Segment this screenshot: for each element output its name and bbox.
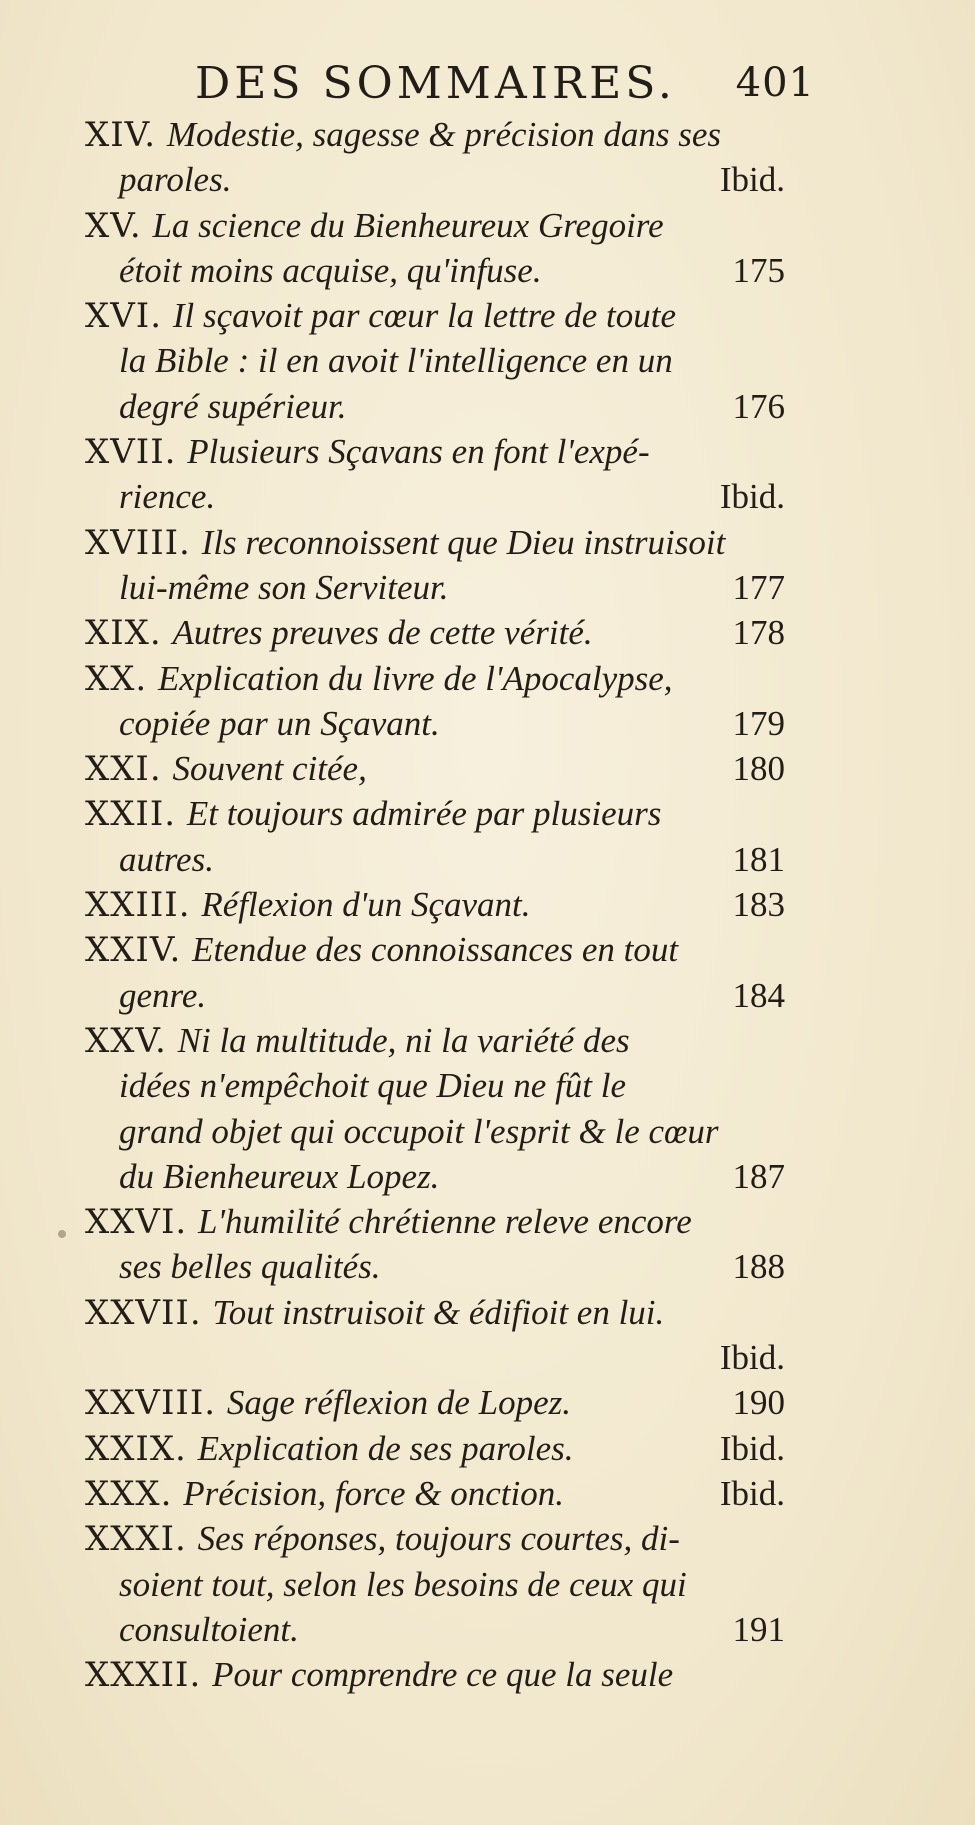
entry-text: Il sçavoit par cœur la lettre de toute	[172, 296, 677, 336]
summary-continuation-line	[85, 474, 785, 519]
page-number: 401	[735, 60, 815, 106]
entry-text: Et toujours admirée par plusieurs	[186, 794, 662, 834]
entry-page-ref: 176	[732, 386, 785, 426]
summary-continuation-line	[85, 1244, 785, 1289]
entry-text: Pour comprendre ce que la seule	[212, 1655, 674, 1695]
entry-page-ref: 183	[732, 885, 785, 925]
summary-entry-line	[85, 1380, 785, 1425]
entry-numeral: XXVIII.	[85, 1383, 217, 1424]
summary-entry-line	[85, 1018, 785, 1063]
entry-numeral: XIV.	[85, 115, 157, 155]
summary-continuation-line	[85, 338, 785, 383]
summary-continuation-line	[85, 1607, 785, 1652]
entry-numeral: XXII.	[85, 794, 177, 835]
entry-numeral: XVIII.	[85, 522, 191, 563]
summary-entry-line	[85, 746, 785, 791]
summary-entry-line	[85, 203, 785, 248]
summary-continuation-line	[85, 701, 785, 746]
entry-numeral: XXVI.	[85, 1202, 188, 1243]
summary-entry-line	[85, 293, 785, 338]
summary-entry-line	[85, 1426, 785, 1471]
summary-entry-line	[85, 656, 785, 701]
entry-numeral: XXIV.	[85, 930, 182, 971]
summary-continuation-line	[85, 248, 785, 293]
entry-text: Modestie, sagesse & précision dans ses	[166, 115, 721, 154]
entry-page-ref: Ibid.	[719, 477, 785, 517]
entry-text: degré supérieur.	[119, 386, 347, 426]
entry-text: Ses réponses, toujours courtes, di-	[197, 1519, 680, 1559]
entry-text: la Bible : il en avoit l'intelligence en un	[119, 341, 673, 381]
entry-text: Précision, force & onction.	[183, 1473, 564, 1513]
entry-text: Tout instruisoit & édifioit en lui.	[212, 1292, 665, 1332]
entry-text: Souvent citée,	[172, 749, 367, 789]
summary-continuation-line	[85, 1109, 785, 1154]
summary-entry-line	[85, 112, 785, 157]
entry-text: du Bienheureux Lopez.	[119, 1156, 440, 1196]
entry-page-ref: Ibid.	[719, 1338, 785, 1378]
entry-text: Explication de ses paroles.	[197, 1428, 574, 1468]
entry-numeral: XVI.	[85, 296, 162, 337]
entry-page-ref: 180	[732, 749, 785, 789]
entry-numeral: XXVII.	[85, 1292, 202, 1333]
entry-text: Explication du livre de l'Apocalypse,	[158, 658, 673, 698]
summary-entry-line	[85, 791, 785, 836]
entry-text: autres.	[119, 839, 214, 879]
entry-page-ref: Ibid.	[719, 160, 785, 200]
entry-page-ref: 184	[732, 975, 785, 1015]
entry-numeral: XXX.	[85, 1473, 173, 1514]
entry-text: Ni la multitude, ni la variété des	[177, 1020, 630, 1060]
entry-text: consultoient.	[119, 1609, 299, 1649]
entry-page-ref: 187	[732, 1156, 785, 1196]
entry-numeral: XXXII.	[85, 1655, 202, 1696]
summary-continuation-line	[85, 157, 785, 202]
entry-text: lui-même son Serviteur.	[119, 567, 449, 607]
entry-page-ref: 190	[732, 1383, 785, 1423]
entry-page-ref: 175	[732, 250, 785, 290]
entry-page-ref: 178	[732, 613, 785, 653]
entry-numeral: XIX.	[85, 613, 162, 654]
entry-text: idées n'empêchoit que Dieu ne fût le	[119, 1066, 627, 1106]
entry-text: genre.	[119, 975, 207, 1015]
summary-continuation-line	[85, 565, 785, 610]
entry-text: étoit moins acquise, qu'infuse.	[119, 250, 542, 290]
entry-numeral: XVII.	[85, 432, 177, 473]
entry-numeral: XXXI.	[85, 1519, 187, 1560]
summary-continuation-line	[85, 837, 785, 882]
running-header	[195, 58, 815, 120]
entry-text: L'humilité chrétienne releve encore	[198, 1202, 692, 1242]
summary-entry-line	[85, 882, 785, 927]
entry-numeral: XV.	[85, 205, 142, 246]
ink-spot	[58, 1230, 66, 1238]
entry-text: Etendue des connoissances en tout	[192, 930, 679, 970]
summary-entry-line	[85, 520, 785, 565]
summary-entry-line	[85, 1199, 785, 1244]
summary-continuation-line	[85, 1154, 785, 1199]
summary-entry-line	[85, 1471, 785, 1516]
entry-text: paroles.	[119, 160, 232, 200]
entry-text: Sage réflexion de Lopez.	[226, 1383, 571, 1423]
entry-text: soient tout, selon les besoins de ceux qui	[119, 1564, 687, 1604]
entry-text: rience.	[119, 477, 216, 517]
summary-entry-line	[85, 1290, 785, 1335]
summary-continuation-line	[85, 1562, 785, 1607]
entry-page-ref: 181	[732, 839, 785, 879]
entry-page-ref: 188	[732, 1247, 785, 1287]
summary-continuation-line	[85, 1335, 785, 1380]
summary-continuation-line	[85, 973, 785, 1018]
summary-entry-line	[85, 1516, 785, 1561]
entry-text: grand objet qui occupoit l'esprit & le cœur	[119, 1111, 719, 1151]
summary-list	[85, 112, 785, 1697]
summary-entry-line	[85, 1652, 785, 1697]
summary-entry-line	[85, 429, 785, 474]
entry-numeral: XXIII.	[85, 885, 191, 926]
summary-continuation-line	[85, 1063, 785, 1108]
entry-numeral: XX.	[85, 658, 148, 699]
summary-entry-line	[85, 610, 785, 655]
running-title: DES SOMMAIRES.	[195, 58, 676, 109]
entry-numeral: XXI.	[85, 749, 162, 790]
summary-continuation-line	[85, 384, 785, 429]
entry-numeral: XXV.	[85, 1020, 167, 1061]
entry-page-ref: 177	[732, 567, 785, 607]
entry-text: ses belles qualités.	[119, 1247, 381, 1287]
entry-numeral: XXIX.	[85, 1428, 187, 1469]
entry-page-ref: 179	[732, 703, 785, 743]
entry-text: La science du Bienheureux Gregoire	[152, 205, 664, 245]
entry-page-ref: Ibid.	[719, 1473, 785, 1513]
summary-entry-line	[85, 927, 785, 972]
entry-text: Autres preuves de cette vérité.	[172, 613, 593, 653]
entry-text: copiée par un Sçavant.	[119, 703, 440, 743]
entry-text: Plusieurs Sçavans en font l'expé-	[187, 432, 650, 472]
entry-page-ref: 191	[732, 1609, 785, 1649]
entry-page-ref: Ibid.	[719, 1428, 785, 1468]
entry-text: Réflexion d'un Sçavant.	[201, 885, 531, 925]
entry-text: Ils reconnoissent que Dieu instruisoit	[201, 522, 726, 562]
